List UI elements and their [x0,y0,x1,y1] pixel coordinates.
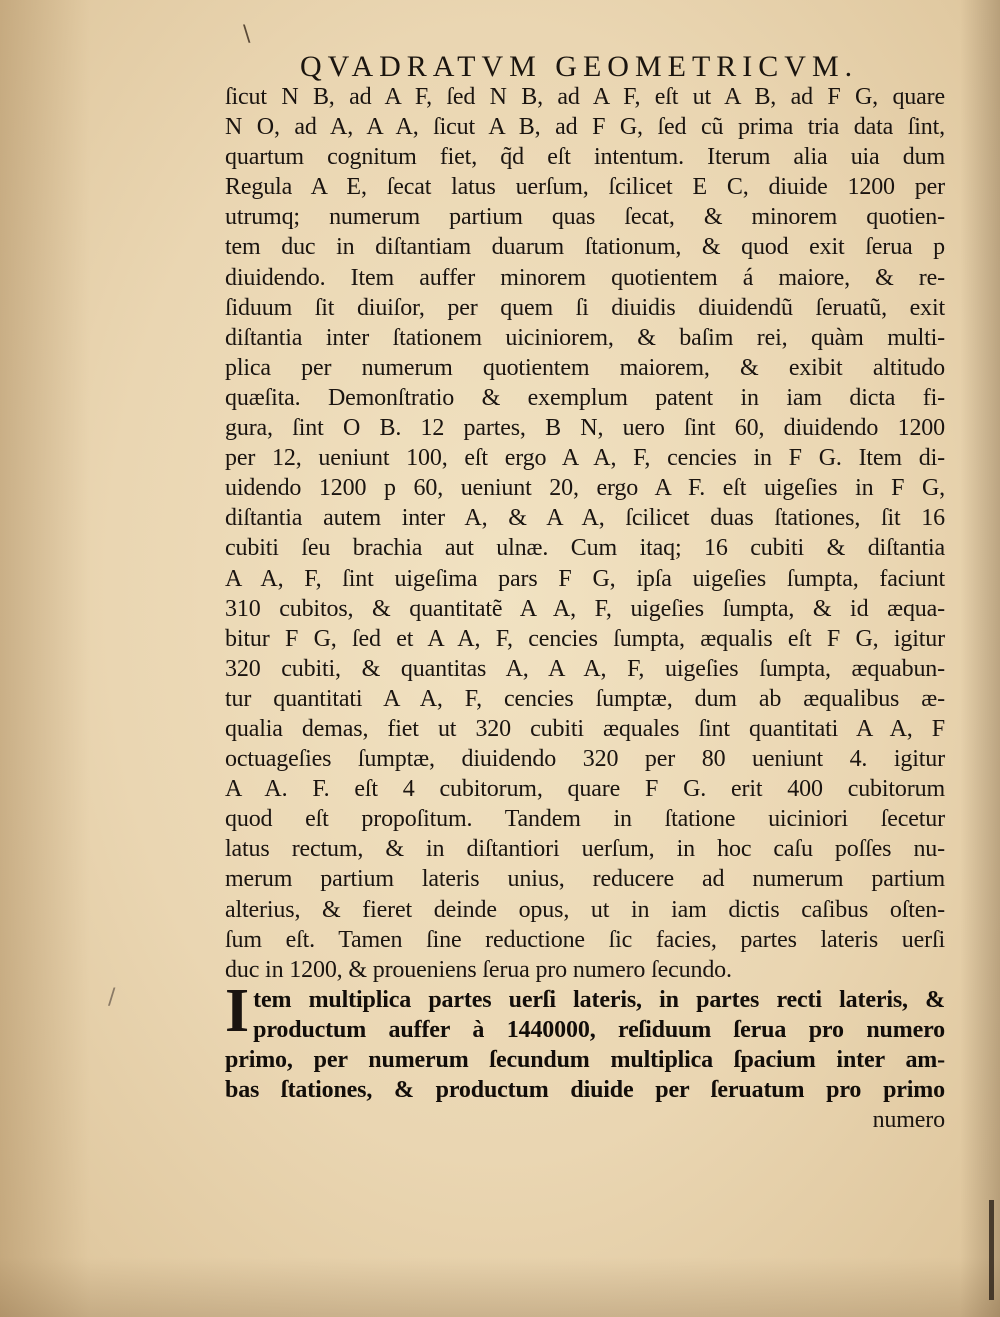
text-line: A A, F, ſint uigeſima pars F G, ipſa uigeſies ſumpta, faciunt [225,565,945,592]
bottom-edge-shadow [0,1257,1000,1317]
text-line: octuageſies ſumptæ, diuidendo 320 per 80 ueniunt 4. igitur [225,746,945,773]
text-line: duc in 1200, & proueniens ſerua pro numero ſecundo. [225,956,732,983]
text-line: merum partium lateris unius, reducere ad numerum partium [225,866,945,893]
text-line: bitur F G, ſed et A A, F, cencies ſumpta, æqualis eſt F G, igitur [225,625,945,652]
text-line: 310 cubitos, & quantitatẽ A A, F, uigeſies ſumpta, & id æqua- [225,595,945,622]
text-line: gura, ſint O B. 12 partes, B N, uero ſint 60, diuidendo 1200 [225,415,945,442]
page-edge-shadow [960,0,1000,1317]
text-line: diuidendo. Item auffer minorem quotientem á maiore, & re- [225,264,945,291]
text-line: ſum eſt. Tamen ſine reductione ſic facies, partes lateris uerſi [225,926,945,953]
text-line: productum auffer à 1440000, reſiduum ſerua pro numero [253,1016,945,1043]
text-line: ſiduum ſit diuiſor, per quem ſi diuidis diuidendũ ſeruatũ, exit [225,294,945,321]
page-edge-mark [989,1200,994,1300]
margin-pencil-mark: / [108,985,116,1010]
running-head: QVADRATVM GEOMETRICVM. [300,50,859,83]
paragraph-2 [225,976,945,1105]
catchword: numero [872,1107,945,1134]
main-text [225,82,945,1135]
gutter-shadow [0,0,90,1317]
text-line: ſicut N B, ad A F, ſed N B, ad A F, eſt ut A B, ad F G, quare [225,84,945,110]
text-line: 320 cubiti, & quantitas A, A A, F, uigeſies ſumpta, æquabun- [225,655,945,682]
text-line: diſtantia inter ſtationem uiciniorem, & baſim rei, quàm multi- [225,324,945,351]
text-line: utrumq; numerum partium quas ſecat, & minorem quotien- [225,204,945,231]
text-line: N O, ad A, A A, ſicut A B, ad F G, ſed cũ prima tria data ſint, [225,114,945,141]
text-line: diſtantia autem inter A, & A A, ſcilicet duas ſtationes, ſit 16 [225,505,945,532]
text-line: quartum cognitum fiet, q̃d eſt intentum. Iterum alia uia dum [225,144,945,171]
text-line: alterius, & fieret deinde opus, ut in iam dictis caſibus oſten- [225,896,945,923]
text-line: latus rectum, & in diſtantiori uerſum, in hoc caſu poſſes nu- [225,836,945,863]
text-line: cubiti ſeu brachia aut ulnæ. Cum itaq; 16 cubiti & diſtantia [225,535,945,562]
paragraph-1 [225,82,945,985]
text-line: primo, per numerum ſecundum multiplica ſpacium inter am- [225,1047,945,1073]
text-line: quod eſt propoſitum. Tandem in ſtatione uiciniori ſecetur [225,806,945,833]
text-line: tem duc in diſtantiam duarum ſtationum, & quod exit ſerua p [225,234,945,261]
text-line: A A. F. eſt 4 cubitorum, quare F G. erit 400 cubitorum [225,776,945,803]
text-line: Regula A E, ſecat latus uerſum, ſcilicet E C, diuide 1200 per [225,174,945,201]
text-line: qualia demas, fiet ut 320 cubiti æquales ſint quantitati A A, F [225,715,945,742]
top-pencil-mark: \ [243,22,251,47]
initial-letter: I [225,976,250,1045]
text-line: tem multiplica partes uerſi lateris, in partes recti lateris, & [253,986,945,1013]
text-line: uidendo 1200 p 60, ueniunt 20, ergo A F. eſt uigeſies in F G, [225,475,945,502]
text-line: per 12, ueniunt 100, eſt ergo A A, F, cencies in F G. Item di- [225,445,945,472]
text-line: bas ſtationes, & productum diuide per ſeruatum pro primo [225,1077,945,1104]
text-line: tur quantitati A A, F, cencies ſumptæ, dum ab æqualibus æ- [225,685,945,712]
text-line: plica per numerum quotientem maiorem, & exibit altitudo [225,354,945,381]
text-line: quæſita. Demonſtratio & exemplum patent in iam dicta fi- [225,384,945,411]
